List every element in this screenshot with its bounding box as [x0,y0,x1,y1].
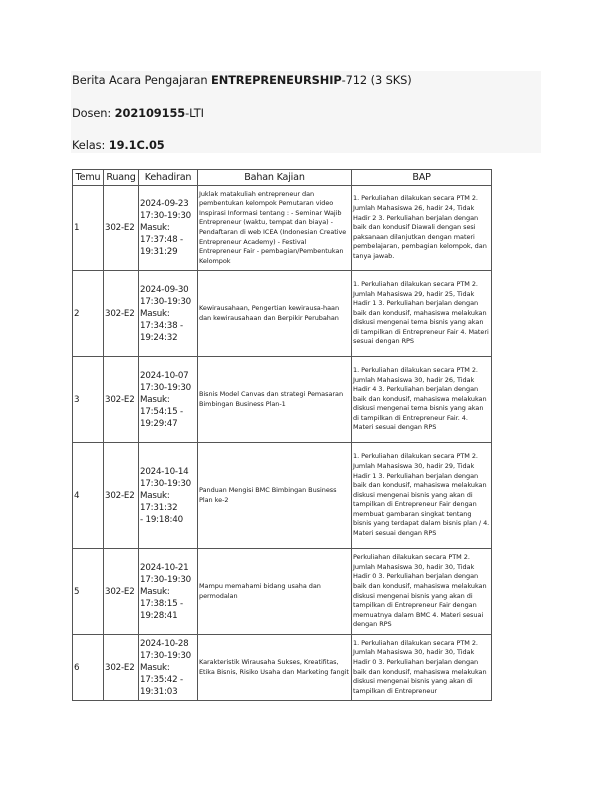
lecturer-suffix: -LTI [185,106,204,120]
material-cell [198,549,352,635]
table-row [73,271,492,357]
attendance-date: 2024-10-21 [140,562,189,573]
bap-cell: 1. Perkuliahan dilakukan secara PTM 2. Jumlah Mahasiswa 26, hadir 24, Tidak Hadir 2 3. Perkuliahan berjalan dengan baik dan kondusif Diawali dengan sesi paksanaan dilanjutkan dengan materi pembelajaran, pembagian kelompok, dan tanya jawab. [352,186,492,271]
course-suffix: -712 (3 SKS) [341,73,412,87]
attendance-date: 2024-09-23 [140,199,189,209]
class-line [72,138,165,152]
material-cell [198,357,352,443]
meeting-number: 4 [73,443,104,549]
attendance-in-label: Masuk: 17:31:32 [140,490,178,513]
material-text: Mampu memahami bidang usaha dan permodalan [199,581,321,600]
column-header-kehadiran: Kehadiran [139,170,198,186]
class-value: 19.1C.05 [108,138,165,152]
room-cell: 302-E2 [104,271,139,357]
material-text: Juklak matakuliah entrepreneur dan pembentukan kelompok Pemutaran video Inspirasi Informasi tentang : - Seminar Wajib Entrepreneur (waktu, tempat dan biaya) - Pendaftaran di web ICEA (Indonesian Creative Entrepreneur Academy) - Festival Entrepreneur Fair - pembagian/Pembentukan Kelompok [199,189,347,265]
material-text: Karakteristik Wirausaha Sukses, Kreatifitas, Etika Bisnis, Risiko Usaha dan Marketing fangit [199,657,349,676]
room-cell: 302-E2 [104,549,139,635]
attendance-cell [139,357,198,443]
teaching-log-table [72,169,492,701]
attendance-time: 17:30-19:30 [140,574,192,585]
table-row [73,186,492,271]
meeting-number: 5 [73,549,104,635]
attendance-in-label: Masuk: [140,223,170,233]
meeting-number: 6 [73,635,104,701]
table-row [73,443,492,549]
attendance-date: 2024-10-14 [140,466,189,477]
column-header-temu: Temu [73,170,104,186]
bap-cell: 1. Perkuliahan dilakukan secara PTM 2. Jumlah Mahasiswa 30, hadir 26, Tidak Hadir 4 3. Perkuliahan berjalan dengan baik dan kondusif, mahasiswa melakukan diskusi mengenai tema bisnis yang akan di tampilkan di Entrepreneur Fair. 4. Materi sesuai dengan RPS [352,357,492,443]
attendance-date: 2024-10-28 [140,638,189,649]
attendance-in-label: Masuk: [140,308,170,319]
column-header-bahan-kajian: Bahan Kajian [198,170,352,186]
room-cell: 302-E2 [104,357,139,443]
class-label: Kelas: [72,138,109,152]
meeting-number: 1 [73,186,104,271]
attendance-time: 17:30-19:30 [140,650,192,661]
course-name: ENTREPRENEURSHIP [211,73,342,87]
attendance-time: 17:30-19:30 [140,211,192,221]
bap-cell: 1. Perkuliahan dilakukan secara PTM 2. Jumlah Mahasiswa 30, hadir 30, Tidak Hadir 0 3. Perkuliahan berjalan dengan baik dan kondusif, mahasiswa melakukan diskusi mengenai bisnis yang akan di tampilkan di Entrepreneur [352,635,492,701]
attendance-in-range: 17:34:38 - 19:24:32 [140,320,183,343]
bap-cell: Perkuliahan dilakukan secara PTM 2. Jumlah Mahasiswa 30, hadir 30, Tidak Hadir 0 3. Perkuliahan berjalan dengan baik dan kondusif, mahasiswa melakukan diskusi mengenai bisnis yang akan di tampilkan di Entrepreneur Fair dengan memuatnya dalam BMC 4. Materi sesuai dengan RPS [352,549,492,635]
attendance-time: 17:30-19:30 [140,296,192,307]
attendance-in-range: 17:38:15 - 19:28:41 [140,598,183,621]
attendance-in-range: 17:54:15 - 19:29:47 [140,406,183,429]
table-row [73,635,492,701]
attendance-cell [139,186,198,271]
table-row [73,357,492,443]
attendance-cell [139,271,198,357]
attendance-in-label: Masuk: [140,394,170,405]
attendance-in-label: Masuk: [140,662,170,673]
attendance-time: 17:30-19:30 [140,478,192,489]
table-header-row [73,170,492,186]
lecturer-id: 202109155 [114,106,186,120]
material-cell [198,271,352,357]
meeting-number: 2 [73,271,104,357]
lecturer-label: Dosen: [72,106,115,120]
lecturer-line [72,106,204,120]
material-text: Panduan Mengisi BMC Bimbingan Business Plan ke-2 [199,485,337,504]
table-row [73,549,492,635]
material-cell [198,443,352,549]
bap-cell: 1. Perkuliahan dilakukan secara PTM 2. Jumlah Mahasiswa 30, hadir 29, Tidak Hadir 1 3. Perkuliahan berjalan dengan baik dan kondusif, mahasiswa melakukan diskusi mengenai bisnis yang akan di tampilkan di Entrepreneur Fair dengan membuat gambaran singkat tentang bisnis yang terdapat dalam bisnis plan / 4. Materi sesuai dengan RPS [352,443,492,549]
attendance-date: 2024-10-07 [140,370,189,381]
material-cell [198,186,352,271]
room-cell: 302-E2 [104,443,139,549]
attendance-date: 2024-09-30 [140,284,189,295]
attendance-cell [139,443,198,549]
attendance-in-range: - 19:18:40 [140,514,183,525]
title-prefix: Berita Acara Pengajaran [72,73,212,87]
attendance-cell [139,635,198,701]
attendance-in-range: 17:35:42 - 19:31:03 [140,674,183,697]
attendance-cell [139,549,198,635]
room-cell: 302-E2 [104,186,139,271]
attendance-time: 17:30-19:30 [140,382,192,393]
bap-cell: 1. Perkuliahan dilakukan secara PTM 2. Jumlah Mahasiswa 29, hadir 25, Tidak Hadir 1 3. Perkuliahan berjalan dengan baik dan kondusif, mahasiswa melakukan diskusi mengenai tema bisnis yang akan di tampilkan di Entrepreneur Fair 4. Materi sesuai dengan RPS [352,271,492,357]
meeting-number: 3 [73,357,104,443]
document-title [72,73,412,87]
material-cell [198,635,352,701]
material-text: Kewirausahaan, Pengertian kewirausa-haan dan kewirausahaan dan Berpikir Perubahan [199,303,340,322]
column-header-bap: BAP [352,170,492,186]
room-cell: 302-E2 [104,635,139,701]
material-text: Bisnis Model Canvas dan strategi Pemasaran Bimbingan Business Plan-1 [199,389,344,408]
column-header-ruang: Ruang [104,170,139,186]
attendance-in-label: Masuk: [140,586,170,597]
attendance-in-range: 17:37:48 - 19:31:29 [140,235,183,257]
